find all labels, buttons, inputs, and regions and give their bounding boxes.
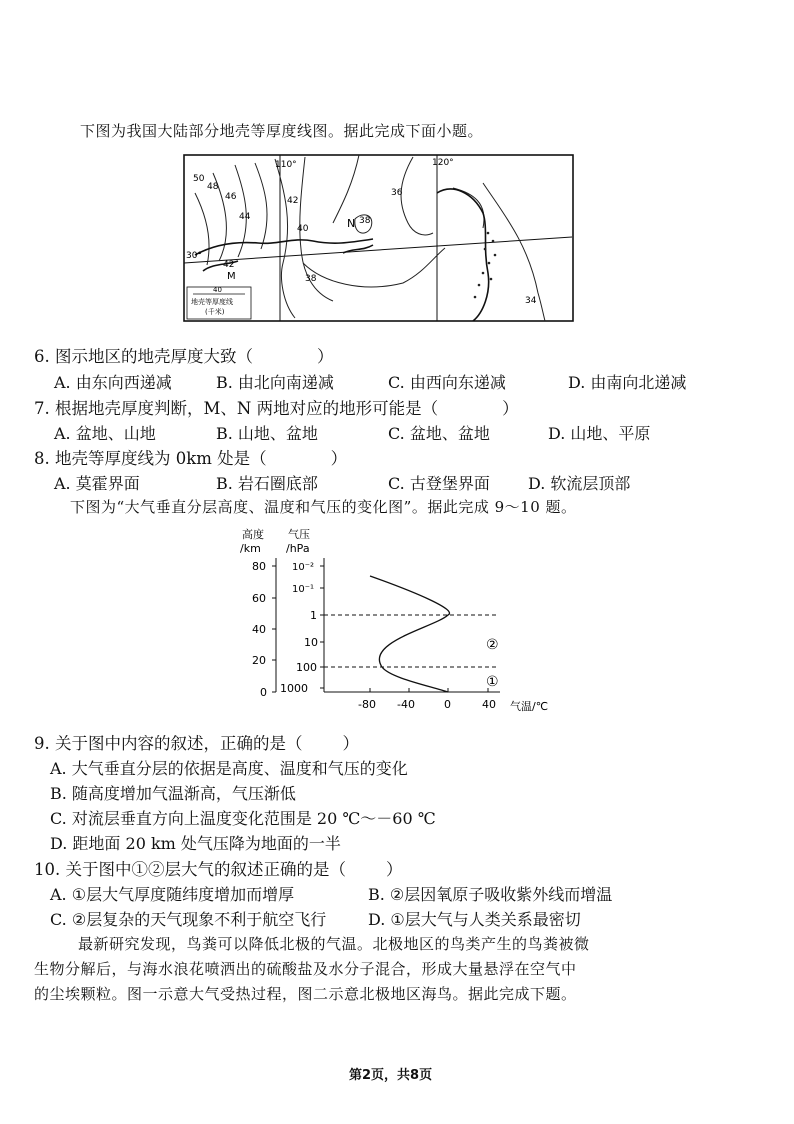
q10-option-a[interactable]: A. ①层大气厚度随纬度增加而增厚 (50, 885, 295, 904)
q8-option-a[interactable]: A. 莫霍界面 (54, 474, 140, 493)
q8-option-b[interactable]: B. 岩石圈底部 (216, 474, 318, 493)
height-axis-title-2: /km (240, 542, 261, 555)
question-8-text: 8. 地壳等厚度线为 0km 处是（ (34, 449, 267, 468)
question-6-text: 6. 图示地区的地壳厚度大致（ (34, 347, 253, 366)
legend-line-2: (千米) (205, 308, 225, 316)
point-n: N (347, 217, 356, 230)
height-axis-title-1: 高度 (242, 528, 264, 541)
legend-line-1: 地壳等厚度线 (191, 298, 233, 306)
q10-option-d[interactable]: D. ①层大气与人类关系最密切 (368, 910, 581, 929)
lon-label-110: 110° (275, 160, 297, 170)
question-10-text: 10. 关于图中①②层大气的叙述正确的是（ (34, 860, 346, 879)
q6-option-b[interactable]: B. 由北向南递减 (216, 373, 334, 392)
height-tick-60: 60 (252, 592, 266, 605)
contour-label-36: 36 (391, 188, 403, 198)
q8-option-c[interactable]: C. 古登堡界面 (388, 474, 490, 493)
height-tick-20: 20 (252, 654, 266, 667)
temp-tick-neg40: -40 (397, 698, 415, 711)
q6-option-d[interactable]: D. 由南向北递减 (568, 373, 687, 392)
q10-option-c[interactable]: C. ②层复杂的天气现象不利于航空飞行 (50, 910, 327, 929)
contour-label-44: 44 (239, 212, 251, 222)
q7-option-a[interactable]: A. 盆地、山地 (54, 424, 156, 443)
contour-label-38-north: 38 (359, 216, 371, 226)
pressure-axis-title-1: 气压 (288, 528, 310, 541)
temp-tick-40: 40 (482, 698, 496, 711)
passage-line-3: 的尘埃颗粒。图一示意大气受热过程，图二示意北极地区海鸟。据此完成下题。 (34, 985, 577, 1003)
q9-option-b[interactable]: B. 随高度增加气温渐高，气压渐低 (50, 784, 296, 803)
question-6-close: ） (317, 347, 334, 366)
question-7-text: 7. 根据地壳厚度判断，M、N 两地对应的地形可能是（ (34, 399, 439, 418)
pressure-axis-title-2: /hPa (286, 542, 310, 555)
q10-option-b[interactable]: B. ②层因氧原子吸收紫外线而增温 (368, 885, 613, 904)
question-10-stem (34, 856, 403, 880)
layer-1-label: ① (486, 674, 499, 690)
contour-label-42: 42 (287, 196, 299, 206)
q8-option-d[interactable]: D. 软流层顶部 (528, 474, 631, 493)
pressure-tick-1: 1 (310, 609, 317, 622)
layer-2-label: ② (486, 637, 499, 653)
q9-option-d[interactable]: D. 距地面 20 km 处气压降为地面的一半 (50, 834, 341, 853)
pressure-tick-1e-2: 10⁻² (292, 562, 315, 573)
question-8-stem (34, 445, 347, 469)
passage-line-2: 生物分解后，与海水浪花喷洒出的硫酸盐及水分子混合，形成大量悬浮在空气中 (34, 960, 577, 978)
atmosphere-layer-chart (230, 522, 570, 718)
temp-tick-0: 0 (444, 698, 451, 711)
contour-label-34: 34 (525, 296, 537, 306)
question-9-close: ） (342, 734, 359, 753)
question-9-text: 9. 关于图中内容的叙述，正确的是（ (34, 734, 303, 753)
temp-tick-neg80: -80 (358, 698, 376, 711)
height-tick-0: 0 (260, 686, 267, 699)
contour-label-46: 46 (225, 192, 237, 202)
q7-option-b[interactable]: B. 山地、盆地 (216, 424, 318, 443)
page-footer: 第2页，共8页 (349, 1068, 433, 1083)
question-8-close: ） (330, 449, 348, 468)
pressure-tick-1e-1: 10⁻¹ (292, 584, 315, 595)
lon-label-120: 120° (432, 158, 454, 168)
question-7-stem (34, 395, 519, 419)
pressure-tick-10: 10 (304, 636, 318, 649)
passage-line-1: 最新研究发现，鸟粪可以降低北极的气温。北极地区的鸟类产生的鸟粪被微 (78, 935, 590, 953)
q6-option-a[interactable]: A. 由东向西递减 (54, 373, 172, 392)
q7-option-c[interactable]: C. 盆地、盆地 (388, 424, 490, 443)
q7-option-d[interactable]: D. 山地、平原 (548, 424, 651, 443)
question-9-stem (34, 730, 359, 754)
contour-label-40: 40 (297, 224, 309, 234)
q9-option-c[interactable]: C. 对流层垂直方向上温度变化范围是 20 ℃～－60 ℃ (50, 809, 436, 828)
question-10-close: ） (386, 860, 403, 879)
pressure-tick-1000: 1000 (280, 682, 308, 695)
question-7-close: ） (502, 399, 519, 418)
question-6-stem (34, 343, 334, 367)
q6-option-c[interactable]: C. 由西向东递减 (388, 373, 506, 392)
height-tick-80: 80 (252, 560, 266, 573)
contour-label-42-west: 42 (223, 260, 235, 270)
height-tick-40: 40 (252, 623, 266, 636)
intro-text-2: 下图为“大气垂直分层高度、温度和气压的变化图”。据此完成 9～10 题。 (70, 498, 577, 516)
contour-label-48: 48 (207, 182, 219, 192)
pressure-tick-100: 100 (296, 661, 317, 674)
legend-value: 40 (213, 286, 222, 294)
point-m: M (227, 271, 236, 282)
crust-thickness-map (183, 153, 575, 327)
q9-option-a[interactable]: A. 大气垂直分层的依据是高度、温度和气压的变化 (50, 759, 408, 778)
contour-label-50: 50 (193, 174, 205, 184)
contour-label-38-south: 38 (305, 274, 317, 284)
temp-axis-title: 气温/℃ (510, 700, 549, 713)
intro-text-1: 下图为我国大陆部分地壳等厚度线图。据此完成下面小题。 (80, 122, 484, 140)
lat-label-30: 30° (186, 251, 202, 261)
